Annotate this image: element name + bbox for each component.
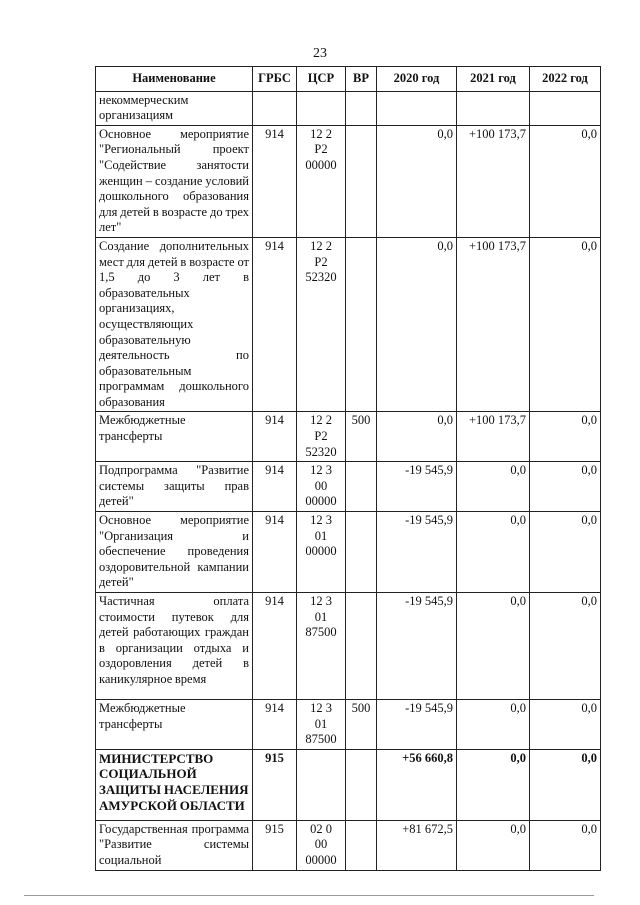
cell-2021: +100 173,7 xyxy=(457,125,530,237)
cell-2021: 0,0 xyxy=(457,593,530,700)
cell-2020: 0,0 xyxy=(377,237,457,412)
cell-2020: +81 672,5 xyxy=(377,820,457,870)
cell-2021: +100 173,7 xyxy=(457,412,530,462)
cell-csr: 12 2 Р2 52320 xyxy=(297,412,346,462)
cell-name: некоммерческим организациям xyxy=(96,91,253,125)
cell-grbs: 914 xyxy=(253,412,297,462)
cell-grbs: 914 xyxy=(253,512,297,593)
cell-2022: 0,0 xyxy=(530,749,601,820)
cell-grbs: 914 xyxy=(253,237,297,412)
cell-vr xyxy=(346,237,377,412)
header-2020: 2020 год xyxy=(377,67,457,92)
cell-name: Основное мероприятие "Организация и обеспечение проведения оздоровительной кампании детей" xyxy=(96,512,253,593)
cell-csr: 12 2 Р2 52320 xyxy=(297,237,346,412)
header-csr: ЦСР xyxy=(297,67,346,92)
cell-2020: 0,0 xyxy=(377,125,457,237)
cell-2020: -19 545,9 xyxy=(377,512,457,593)
table-row xyxy=(96,820,601,870)
table-row xyxy=(96,700,601,750)
table-row xyxy=(96,593,601,700)
cell-vr xyxy=(346,820,377,870)
header-2021: 2021 год xyxy=(457,67,530,92)
cell-vr: 500 xyxy=(346,412,377,462)
table-row xyxy=(96,512,601,593)
cell-vr xyxy=(346,593,377,700)
table-row xyxy=(96,237,601,412)
cell-name: Межбюджетные трансферты xyxy=(96,700,253,750)
cell-2020: +56 660,8 xyxy=(377,749,457,820)
cell-2021 xyxy=(457,91,530,125)
cell-2022: 0,0 xyxy=(530,593,601,700)
cell-2021: 0,0 xyxy=(457,512,530,593)
cell-name: Межбюджетные трансферты xyxy=(96,412,253,462)
page-number: 23 xyxy=(313,46,327,61)
cell-vr xyxy=(346,125,377,237)
cell-2021: 0,0 xyxy=(457,462,530,512)
cell-vr xyxy=(346,91,377,125)
cell-name: Создание дополнительных мест для детей в возрасте от 1,5 до 3 лет в образовательных организациях, осуществляющих образовательную деятельность по образовательным программам дошкольного образования xyxy=(96,237,253,412)
header-name: Наименование xyxy=(96,67,253,92)
cell-2020 xyxy=(377,91,457,125)
cell-2022: 0,0 xyxy=(530,462,601,512)
table-row xyxy=(96,749,601,820)
cell-2021: 0,0 xyxy=(457,820,530,870)
page-bottom-edge xyxy=(24,895,594,896)
cell-name: МИНИСТЕРСТВО СОЦИАЛЬНОЙ ЗАЩИТЫ НАСЕЛЕНИЯ АМУРСКОЙ ОБЛАСТИ xyxy=(96,749,253,820)
cell-csr: 12 3 00 00000 xyxy=(297,462,346,512)
cell-2022: 0,0 xyxy=(530,125,601,237)
cell-2022: 0,0 xyxy=(530,512,601,593)
cell-name: Частичная оплата стоимости путевок для детей работающих граждан в организации отдыха и оздоровления детей в каникулярное время xyxy=(96,593,253,700)
cell-grbs: 915 xyxy=(253,749,297,820)
header-grbs: ГРБС xyxy=(253,67,297,92)
cell-grbs: 914 xyxy=(253,125,297,237)
table-row xyxy=(96,125,601,237)
cell-csr xyxy=(297,91,346,125)
cell-vr: 500 xyxy=(346,700,377,750)
cell-2020: 0,0 xyxy=(377,412,457,462)
cell-csr xyxy=(297,749,346,820)
cell-2022 xyxy=(530,91,601,125)
cell-vr xyxy=(346,512,377,593)
cell-name: Основное мероприятие "Региональный проект "Содействие занятости женщин – создание условий дошкольного образования для детей в возрасте до трех лет" xyxy=(96,125,253,237)
header-row xyxy=(96,67,601,92)
budget-table xyxy=(95,66,601,871)
cell-csr: 12 3 01 87500 xyxy=(297,700,346,750)
cell-2021: 0,0 xyxy=(457,749,530,820)
header-2022: 2022 год xyxy=(530,67,601,92)
cell-vr xyxy=(346,749,377,820)
cell-vr xyxy=(346,462,377,512)
cell-2020: -19 545,9 xyxy=(377,462,457,512)
cell-csr: 02 0 00 00000 xyxy=(297,820,346,870)
cell-grbs: 915 xyxy=(253,820,297,870)
header-vr: ВР xyxy=(346,67,377,92)
cell-name: Подпрограмма "Развитие системы защиты прав детей" xyxy=(96,462,253,512)
cell-grbs: 914 xyxy=(253,462,297,512)
cell-2020: -19 545,9 xyxy=(377,593,457,700)
table-row xyxy=(96,412,601,462)
cell-csr: 12 3 01 87500 xyxy=(297,593,346,700)
cell-name: Государственная программа "Развитие системы социальной xyxy=(96,820,253,870)
cell-2022: 0,0 xyxy=(530,412,601,462)
cell-2022: 0,0 xyxy=(530,700,601,750)
cell-2022: 0,0 xyxy=(530,237,601,412)
cell-2021: 0,0 xyxy=(457,700,530,750)
table-row xyxy=(96,91,601,125)
cell-2021: +100 173,7 xyxy=(457,237,530,412)
cell-csr: 12 2 Р2 00000 xyxy=(297,125,346,237)
cell-grbs xyxy=(253,91,297,125)
cell-grbs: 914 xyxy=(253,593,297,700)
cell-csr: 12 3 01 00000 xyxy=(297,512,346,593)
cell-2022: 0,0 xyxy=(530,820,601,870)
table-row xyxy=(96,462,601,512)
table-body xyxy=(96,91,601,870)
cell-grbs: 914 xyxy=(253,700,297,750)
cell-2020: -19 545,9 xyxy=(377,700,457,750)
